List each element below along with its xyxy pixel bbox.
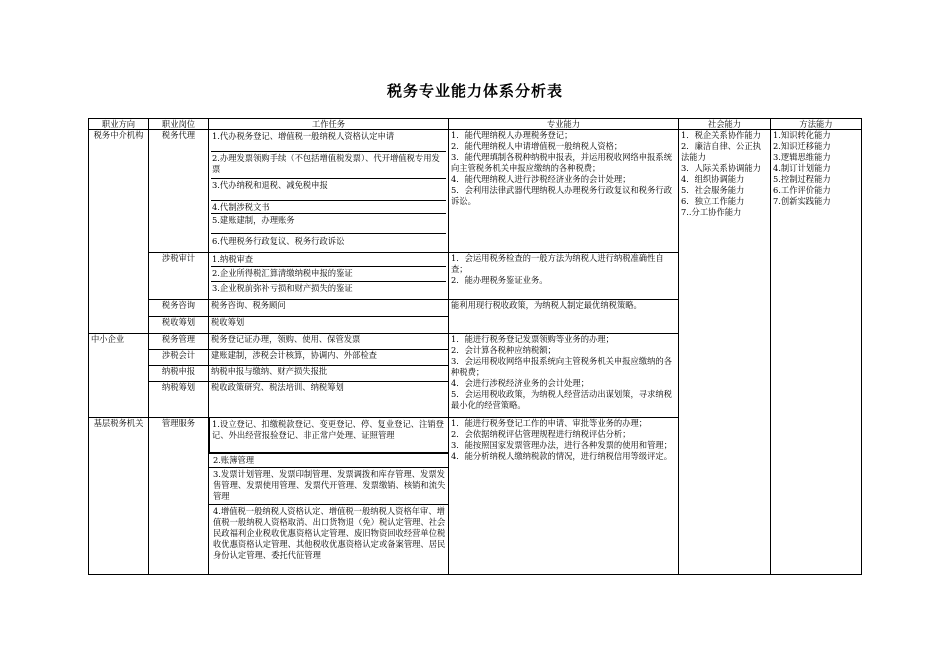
ability-item: 1．会运用税务检查的一般方法为纳税人进行纳税准确性自查； — [451, 253, 664, 274]
method-item: 1.知识转化能力 — [773, 130, 831, 140]
method-item: 7.创新实践能力 — [773, 195, 831, 206]
task-item: 3.发票计划管理、发票印制管理、发票调拨和库存管理、发票发售管理、发票使用管理、发票代开管理、发票缴销、核销和流失管理 — [209, 468, 449, 505]
ability-item: 5．会运用税收政策，为纳税人经营活动出谋划策，寻求纳税最小化的经营策略。 — [451, 388, 672, 410]
direction-grassroots: 基层税务机关 — [89, 418, 149, 575]
ability-item: 1．能代理纳税人办理税务登记； — [451, 130, 573, 140]
post-tax-plan: 税收筹划 — [149, 317, 209, 334]
task-item: 4.代制涉税文书 — [211, 201, 446, 214]
header-direction: 职业方向 — [89, 119, 149, 130]
ability-item: 3．会运用税收网络申报系统向主管税务机关申报应缴纳的各种税费； — [451, 355, 672, 377]
task-plan2: 税收政策研究、税法培训、纳税筹划 — [209, 382, 449, 418]
method-item: 3.逻辑思维能力 — [773, 151, 831, 162]
task-plan: 税收筹划 — [209, 317, 449, 334]
ability-consult: 能利用现行税收政策，为纳税人制定最优纳税策略。 — [449, 300, 679, 334]
ability-analysis-table — [88, 118, 862, 575]
ability-item: 4．会进行涉税经济业务的会计处理； — [451, 377, 590, 388]
task-item: 3.代办纳税和退税、减免税申报 — [211, 179, 446, 201]
task-item: 4.增值税一般纳税人资格认定、增值税一般纳税人资格年审、增值税一般纳税人资格取消、出口货物退（免）税认定管理、社会民政福利企业税收优惠资格认定管理、废旧物资回收经营单位税收优惠资格认定管理、其他税收优惠资格认定或备案管理、居民身份认定管理、委托代征管理 — [209, 505, 449, 575]
ability-service-cell — [449, 418, 679, 575]
post-tax-declare: 纳税申报 — [149, 366, 209, 382]
method-item: 6.工作评价能力 — [773, 184, 831, 195]
method-ability-cell — [771, 130, 862, 575]
task-item: 1.设立登记、扣缴税款登记、变更登记、停、复业登记、注销登记、外出经营报验登记、非正常户处理、证照管理 — [209, 418, 448, 453]
ability-item: 2．能办理税务鉴证业务。 — [451, 274, 548, 285]
social-item: 3．人际关系协调能力 — [681, 162, 761, 173]
method-item: 2.知识迁移能力 — [773, 140, 831, 151]
task-declare: 纳税申报与缴纳、财产损失报批 — [209, 366, 449, 382]
ability-agent-cell — [449, 130, 679, 253]
ability-item: 3．能按照国家发票管理办法，进行各种发票的使用和管理； — [451, 439, 672, 450]
post-tax-manage: 税务管理 — [149, 334, 209, 350]
task-item: 2.账簿管理 — [209, 454, 449, 468]
social-item: 2．廉洁自律、公正执法能力 — [681, 140, 761, 162]
task-agent-cell — [209, 130, 449, 253]
ability-item: 5．会利用法律武器代理纳税人办理税务行政复议和税务行政诉讼。 — [451, 184, 672, 206]
social-item: 7..分工协作能力 — [681, 206, 742, 217]
task-service-cell — [209, 418, 449, 454]
method-item: 4.制订计划能力 — [773, 162, 831, 173]
task-item: 2.企业所得税汇算清缴纳税申报的鉴证 — [211, 267, 446, 282]
post-tax-plan2: 纳税筹划 — [149, 382, 209, 418]
post-tax-account: 涉税会计 — [149, 350, 209, 366]
task-audit-cell — [209, 253, 449, 300]
post-tax-consult: 税务咨询 — [149, 300, 209, 317]
ability-item: 4．能代理纳税人进行涉税经济业务的会计处理； — [451, 173, 631, 184]
social-item: 6．独立工作能力 — [681, 195, 745, 206]
page-title: 税务专业能力体系分析表 — [386, 82, 563, 100]
header-professional: 专业能力 — [449, 119, 679, 130]
task-item: 6.代理税务行政复议、税务行政诉讼 — [212, 236, 345, 246]
header-method: 方法能力 — [771, 119, 862, 130]
task-item: 1.代办税务登记、增值税一般纳税人资格认定申请 — [211, 130, 446, 152]
social-ability-cell — [679, 130, 771, 575]
ability-item: 2．能代理纳税人申请增值税一般纳税人资格； — [451, 140, 623, 151]
header-task: 工作任务 — [209, 119, 449, 130]
ability-item: 3．能代理填制各税种纳税申报表，并运用税收网络申报系统向主管税务机关申报应缴纳的各种税费； — [451, 151, 672, 173]
social-item: 5．社会服务能力 — [681, 184, 745, 195]
ability-audit-cell — [449, 253, 679, 300]
post-tax-audit: 涉税审计 — [149, 253, 209, 300]
task-item: 1.纳税审查 — [211, 253, 446, 267]
ability-item: 1．能进行税务登记发票领购等业务的办理； — [451, 334, 614, 344]
method-item: 5.控制过程能力 — [773, 173, 831, 184]
header-post: 职业岗位 — [149, 119, 209, 130]
table-row — [89, 130, 862, 253]
post-tax-agent: 税务代理 — [149, 130, 209, 253]
ability-sme-cell — [449, 334, 679, 418]
header-social: 社会能力 — [679, 119, 771, 130]
social-item: 1．税企关系协作能力 — [681, 130, 761, 140]
task-manage: 税务登记证办理，领购、使用、保管发票 — [209, 334, 449, 350]
task-item: 2.办理发票领购手续（不包括增值税发票）、代开增值税专用发票 — [211, 152, 446, 179]
task-account: 建账建制，涉税会计核算，协调内、外部检查 — [209, 350, 449, 366]
task-consult: 税务咨询、税务顾问 — [209, 300, 449, 317]
direction-sme: 中小企业 — [89, 334, 149, 418]
table-header-row — [89, 119, 862, 130]
ability-item: 4．能分析纳税人缴纳税款的情况，进行纳税信用等级评定。 — [451, 450, 672, 461]
task-item: 5.建账建制，办理账务 — [211, 214, 446, 234]
direction-agency: 税务中介机构 — [89, 130, 149, 334]
ability-item: 2．会计算各税种应纳税额； — [451, 344, 556, 355]
social-item: 4．组织协调能力 — [681, 173, 745, 184]
task-item: 3.企业税前弥补亏损和财产损失的鉴证 — [212, 283, 353, 293]
post-admin-service: 管理服务 — [149, 418, 209, 575]
ability-item: 2．会依据纳税评估管理规程进行纳税评估分析； — [451, 428, 631, 439]
ability-item: 1．能进行税务登记工作的申请、审批等业务的办理； — [451, 418, 648, 428]
